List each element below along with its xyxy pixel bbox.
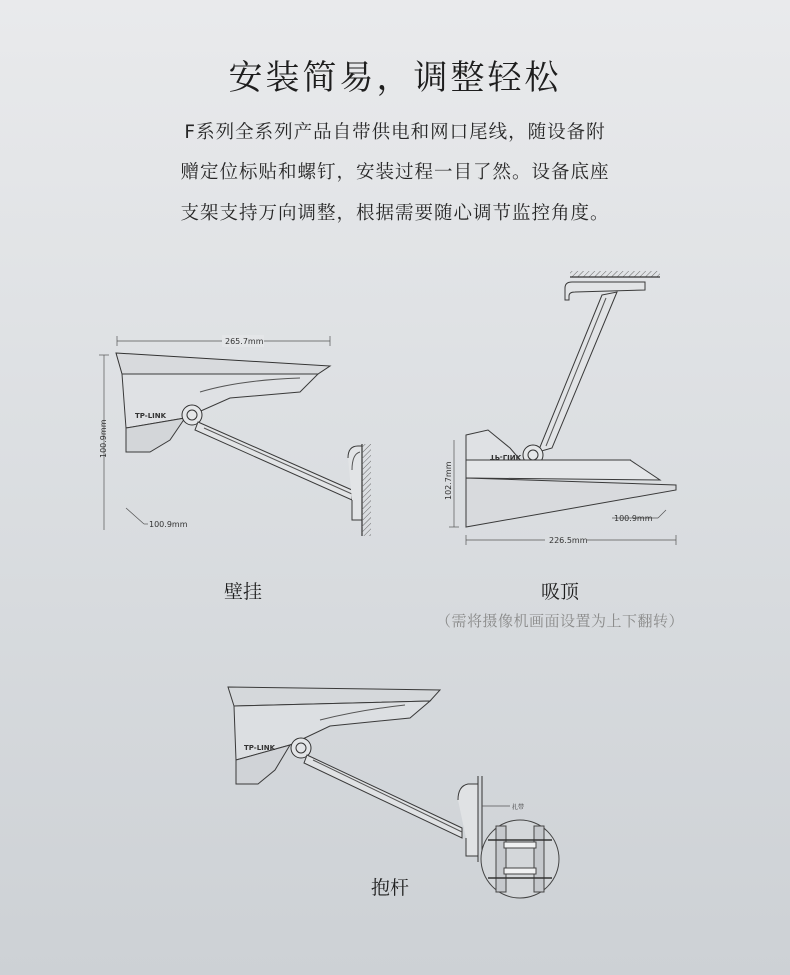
- wall-width-dimension: 265.7mm: [225, 337, 264, 346]
- wall-mount-logo: TP-LINK: [135, 412, 167, 420]
- wall-depth-dimension: 100.9mm: [149, 520, 188, 529]
- wall-mount-drawing: [99, 336, 371, 536]
- pole-mount-label: 抱杆: [370, 877, 409, 899]
- ceiling-width-dimension: 226.5mm: [549, 536, 588, 545]
- ceiling-mount-label: 吸顶: [540, 581, 579, 603]
- ceiling-depth-dimension: 100.9mm: [614, 514, 653, 523]
- wall-height-dimension: 100.9mm: [99, 419, 108, 458]
- ceiling-mount-note: （需将摄像机画面设置为上下翻转）: [435, 612, 684, 630]
- description-line-1: F系列全系列产品自带供电和网口尾线，随设备附: [184, 122, 606, 143]
- ceiling-mount-drawing: [449, 271, 676, 545]
- ceiling-mount-logo: TP-LINK: [490, 453, 522, 461]
- pole-mount-logo: TP-LINK: [244, 744, 276, 752]
- description-line-2: 赠定位标贴和螺钉，安装过程一目了然。设备底座: [180, 162, 610, 183]
- ceiling-height-dimension: 102.7mm: [444, 461, 453, 500]
- page-title: 安装简易，调整轻松: [228, 58, 562, 98]
- wall-mount-label: 壁挂: [223, 581, 262, 603]
- pole-mount-drawing: [228, 687, 559, 898]
- strap-label: 扎带: [512, 804, 525, 811]
- description-line-3: 支架支持万向调整，根据需要随心调节监控角度。: [180, 203, 610, 224]
